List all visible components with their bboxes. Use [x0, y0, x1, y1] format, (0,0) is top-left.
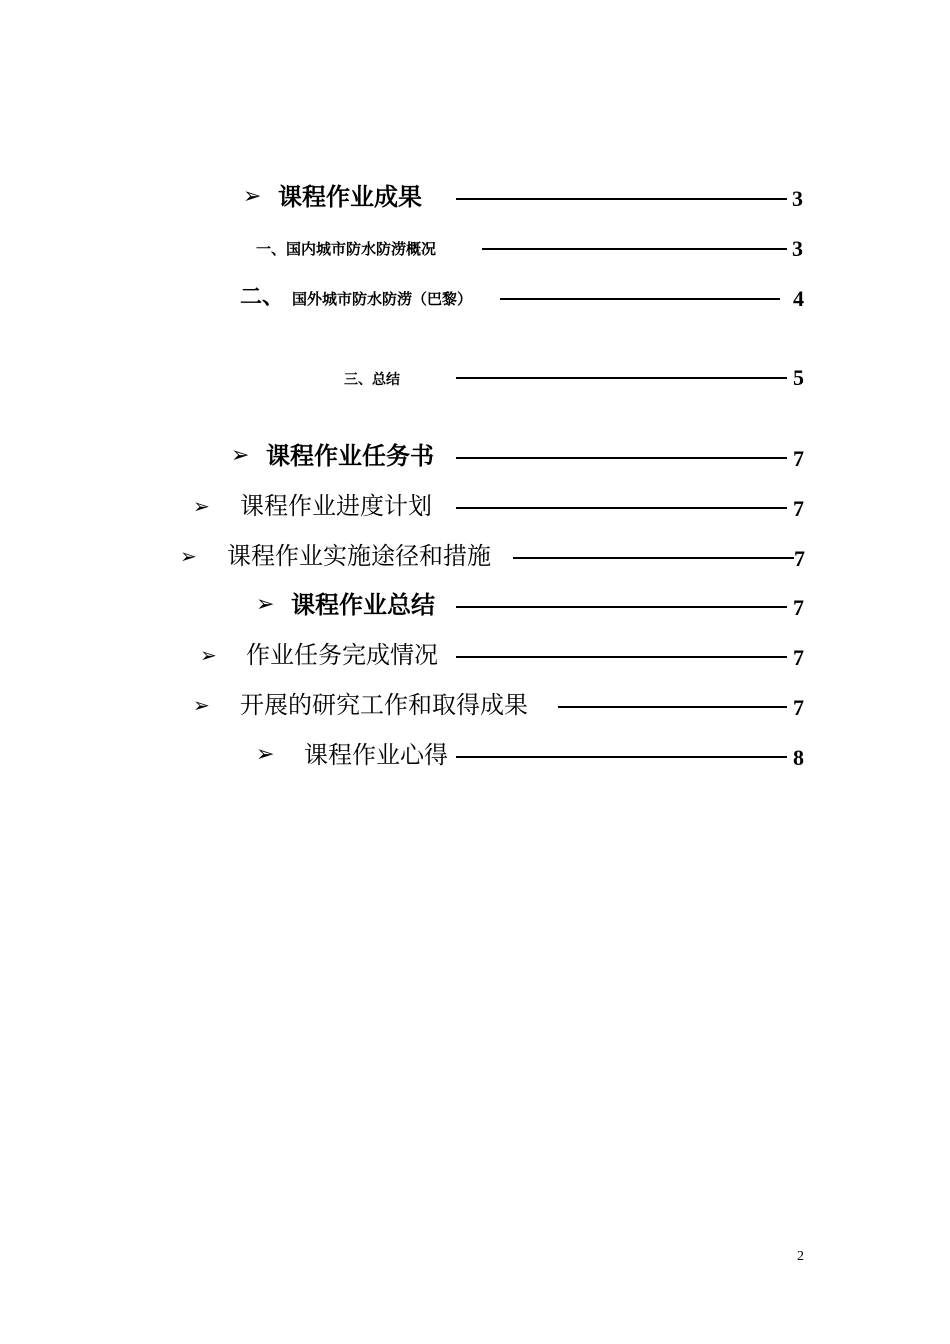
- arrow-bullet-icon: ➢: [193, 494, 210, 518]
- leader-line: [456, 606, 787, 608]
- toc-entry: [0, 590, 950, 630]
- toc-entry-label: 课程作业进度计划: [240, 492, 432, 520]
- toc-page-number: 7: [794, 546, 805, 571]
- leader-line: [500, 298, 780, 300]
- toc-entry: [0, 232, 950, 272]
- toc-entry: [0, 441, 950, 481]
- toc-entry: [0, 491, 950, 531]
- arrow-bullet-icon: ➢: [243, 184, 262, 209]
- toc-entry-label: 课程作业实施途径和措施: [227, 542, 491, 570]
- leader-line: [513, 557, 794, 559]
- arrow-bullet-icon: ➢: [231, 443, 250, 468]
- toc-entry-label: 课程作业成果: [278, 182, 422, 211]
- leader-line: [456, 656, 787, 658]
- arrow-bullet-icon: ➢: [193, 693, 210, 717]
- toc-entry-label: 课程作业总结: [291, 590, 435, 619]
- toc-page-number: 8: [793, 745, 804, 770]
- footer-page-number: 2: [797, 1249, 804, 1264]
- toc-page-number: 7: [793, 645, 804, 670]
- toc-entry: [0, 541, 950, 581]
- arrow-bullet-icon: ➢: [200, 643, 217, 667]
- toc-page-number: 3: [792, 186, 803, 211]
- toc-entry: [0, 690, 950, 730]
- arrow-bullet-icon: ➢: [256, 742, 275, 767]
- toc-page-number: 3: [792, 236, 803, 261]
- toc-entry: [0, 282, 950, 322]
- leader-line: [456, 198, 787, 200]
- leader-line: [456, 507, 787, 509]
- leader-line: [456, 756, 787, 758]
- toc-entry-label: 课程作业心得: [304, 741, 448, 769]
- leader-line: [456, 377, 787, 379]
- toc-entry: [0, 362, 950, 402]
- toc-page-number: 5: [793, 365, 804, 390]
- toc-entry-label: 开展的研究工作和取得成果: [240, 691, 528, 719]
- arrow-bullet-icon: ➢: [180, 544, 197, 568]
- toc-entry-label: 三、总结: [344, 372, 400, 388]
- toc-page-number: 7: [793, 595, 804, 620]
- toc-entry-label: 国外城市防水防涝（巴黎）: [292, 290, 473, 308]
- toc-entry: [0, 640, 950, 680]
- toc-page-number: 7: [793, 695, 804, 720]
- toc-entry-label: 作业任务完成情况: [246, 641, 438, 669]
- leader-line: [482, 248, 787, 250]
- toc-entry-prefix: 二、: [240, 284, 285, 310]
- toc-page-number: 7: [793, 496, 804, 521]
- toc-entry: [0, 182, 950, 222]
- toc-entry-label: 一、国内城市防水防涝概况: [256, 240, 437, 258]
- arrow-bullet-icon: ➢: [256, 592, 275, 617]
- leader-line: [558, 706, 787, 708]
- toc-entry: [0, 740, 950, 780]
- toc-entry-label: 课程作业任务书: [266, 441, 434, 470]
- leader-line: [456, 457, 787, 459]
- toc-page-number: 4: [793, 286, 804, 311]
- toc-page-number: 7: [793, 446, 804, 471]
